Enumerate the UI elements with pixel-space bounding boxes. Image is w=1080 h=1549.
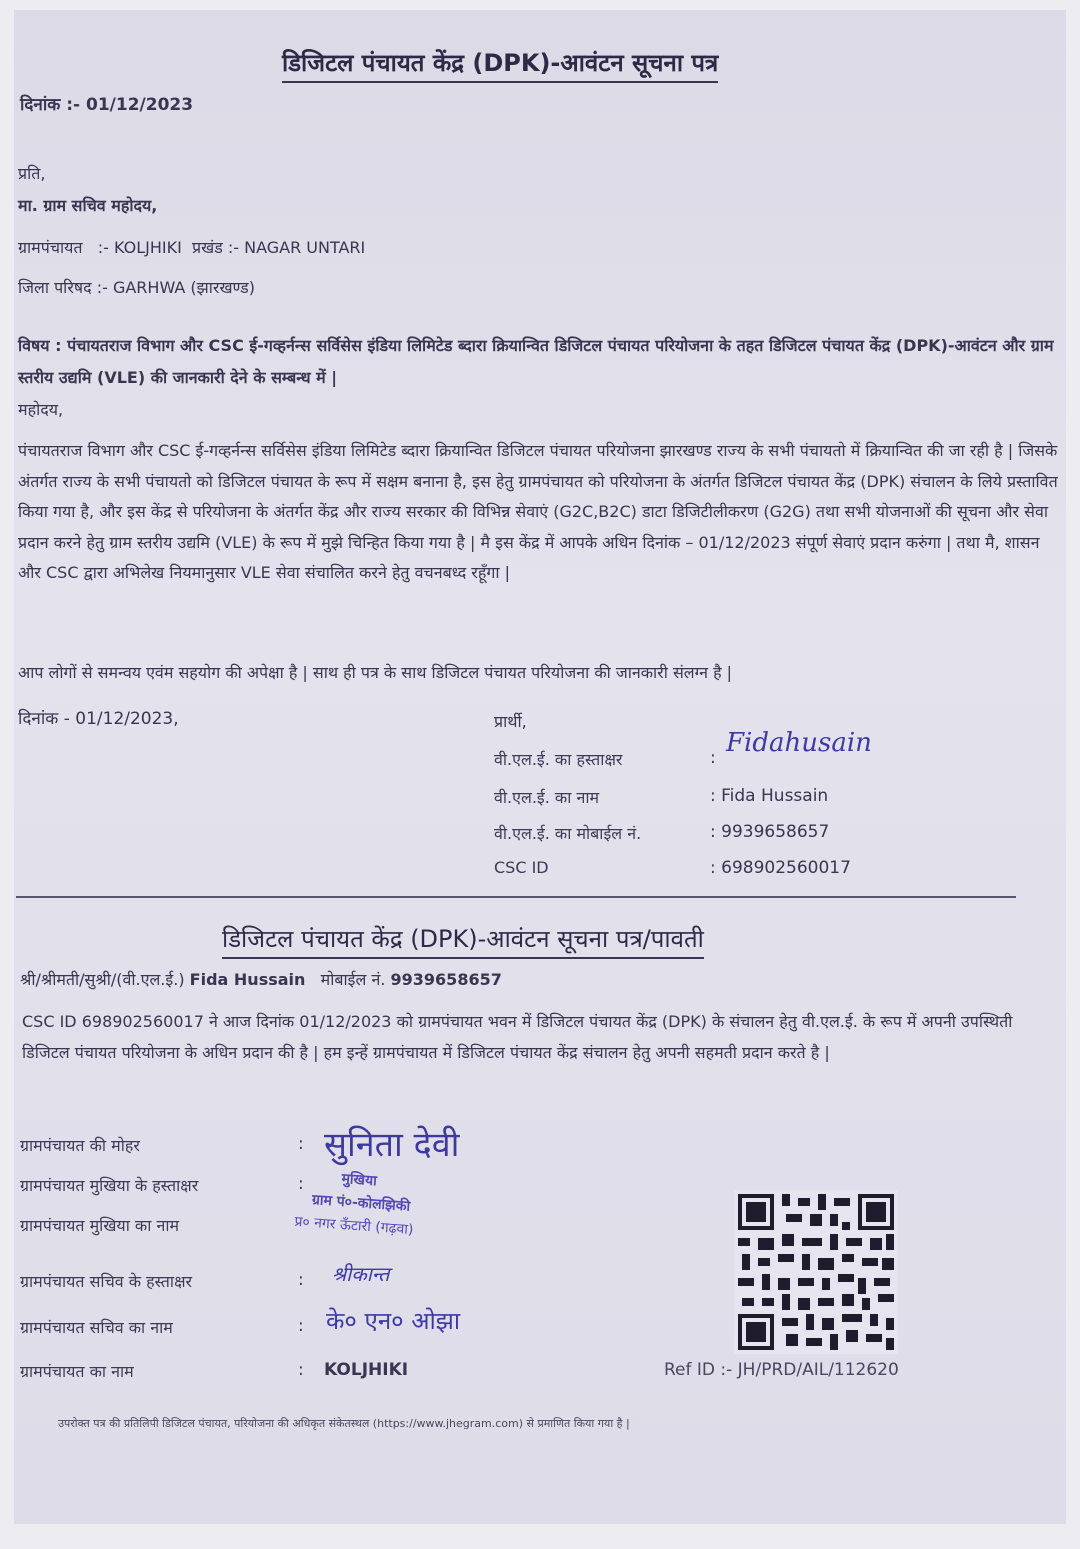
mukhiya-signature-label: ग्रामपंचायत मुखिया के हस्ताक्षर (20, 1176, 199, 1195)
csc-id-value: : 698902560017 (710, 858, 851, 878)
panchayat-name-value: KOLJHIKI (324, 1360, 409, 1380)
receipt-vle-prefix: श्री/श्रीमती/सुश्री/(वी.एल.ई.) (20, 970, 185, 989)
ref-id: Ref ID :- JH/PRD/AIL/112620 (664, 1360, 899, 1380)
sign-date: दिनांक - 01/12/2023, (18, 709, 179, 729)
receipt-mobile: 9939658657 (390, 970, 502, 989)
mukhiya-signature-colon: : (298, 1174, 304, 1194)
secretary-signature: श्रीकान्त (332, 1262, 390, 1286)
receipt-vle-name: Fida Hussain (189, 970, 306, 989)
letter-title: डिजिटल पंचायत केंद्र (DPK)-आवंटन सूचना पत्र (282, 46, 718, 83)
vle-name-value: : Fida Hussain (710, 786, 829, 806)
receipt-title: डिजिटल पंचायत केंद्र (DPK)-आवंटन सूचना पत्र/पावती (222, 922, 704, 959)
stamp-line-1: मुखिया (341, 1170, 378, 1190)
letter-date: दिनांक :- 01/12/2023 (20, 95, 194, 115)
panchayat-name-colon: : (298, 1360, 304, 1380)
handwritten-name: सुनिता देवी (324, 1125, 460, 1165)
mukhiya-name-label: ग्रामपंचायत मुखिया का नाम (20, 1216, 180, 1235)
footer-note: उपरोक्त पत्र की प्रतिलिपी डिजिटल पंचायत, परियोजना की अधिकृत संकेतस्थल (https://www.jhegram.com) से प्रमाणित किया गया है | (58, 1417, 630, 1430)
panchayat-name-label: ग्रामपंचायत का नाम (20, 1362, 134, 1381)
salutation: महोदय, (18, 400, 64, 419)
body-paragraph: पंचायतराज विभाग और CSC ई-गव्हर्नन्स सर्विसेस इंडिया लिमिटेड ब्दारा क्रियान्वित डिजिटल पंचायत परियोजना झारखण्ड राज्य के सभी पंचायतो में क्रियान्वित की जा रही है | जिसके अंतर्गत राज्य के सभी पंचायतो को डिजिटल पंचायत के रूप में सक्षम बनाना है, इस हेतु ग्रामपंचायत को परियोजना के अंतर्गत डिजिटल पंचायत केंद्र (DPK) संचालन के लिये प्रस्तावित किया गया है, और इस केंद्र से परियोजना के अंतर्गत केंद्र और राज्य सरकार की विभिन्न सेवाएं (G2C,B2C) डाटा डिजिटीलीकरण (G2G) तथा सभी योजनाओं की सूचना और सेवा प्रदान करने हेतु ग्राम स्तरीय उद्यमि (VLE) के रूप में मुझे चिन्हित किया गया है | मै इस केंद्र में आपके अधिन दिनांक – 01/12/2023 संपूर्ण सेवाएं प्रदान करुंगा | तथा मै, शासन और CSC द्वारा अभिलेख नियमानुसार VLE सेवा संचालित करने हेतु वचनबध्द रहूँगा | (18, 441, 1058, 582)
mukhiya-stamp (294, 1166, 417, 1239)
seal-colon: : (298, 1134, 304, 1154)
stamp-line-2: ग्राम पं०-कोलझिकी (311, 1191, 411, 1215)
section-divider (16, 896, 1016, 898)
vle-name-label: वी.एल.ई. का नाम (494, 788, 600, 807)
receipt-vle-line (20, 968, 502, 990)
stamp-line-3: प्र० नगर ऊँटारी (गढ़वा) (293, 1213, 414, 1239)
secretary-name-label: ग्रामपंचायत सचिव का नाम (20, 1318, 173, 1337)
vle-mobile-label: वी.एल.ई. का मोबाईल नं. (494, 824, 642, 843)
csc-id-label: CSC ID (494, 858, 549, 877)
secretary-signature-colon: : (298, 1270, 304, 1290)
letter-page (14, 10, 1066, 1524)
secretary-name-colon: : (298, 1316, 304, 1336)
secretary-signature-label: ग्रामपंचायत सचिव के हस्ताक्षर (20, 1272, 193, 1291)
vle-mobile-value: : 9939658657 (710, 822, 830, 842)
subject-text: विषय : पंचायतराज विभाग और CSC ई-गव्हर्नन्स सर्विसेस इंडिया लिमिटेड ब्दारा क्रियान्वित डिजिटल पंचायत परियोजना के तहत डिजिटल पंचायत केंद्र (DPK)-आवंटन और ग्राम स्तरीय उद्यमि (VLE) की जानकारी देने के सम्बन्ध में | (18, 336, 1054, 387)
recipient: मा. ग्राम सचिव महोदय, (18, 196, 158, 215)
qr-code (734, 1190, 898, 1354)
receipt-mobile-label: मोबाईल नं. (320, 970, 386, 989)
panchayat-line: ग्रामपंचायत :- KOLJHIKI प्रखंड :- NAGAR UNTARI (18, 238, 366, 257)
cooperation-text: आप लोगों से समन्वय एवंम सहयोग की अपेक्षा है | साथ ही पत्र के साथ डिजिटल पंचायत परियोजना की जानकारी संलग्न है | (18, 663, 733, 682)
seal-label: ग्रामपंचायत की मोहर (20, 1136, 140, 1155)
prati-label: प्रति, (18, 164, 46, 183)
vle-signature: Fidahusain (726, 728, 872, 758)
district-line: जिला परिषद :- GARHWA (झारखण्ड) (18, 278, 255, 297)
prarthi-label: प्रार्थी, (494, 712, 527, 731)
vle-signature-label: वी.एल.ई. का हस्ताक्षर (494, 750, 623, 769)
vle-signature-colon: : (710, 748, 716, 768)
receipt-body: CSC ID 698902560017 ने आज दिनांक 01/12/2023 को ग्रामपंचायत भवन में डिजिटल पंचायत केंद्र (DPK) के संचालन हेतु वी.एल.ई. के रूप में अपनी उपस्थिती डिजिटल पंचायत परियोजना के अधिन प्रदान की है | हम इन्हें ग्रामपंचायत में डिजिटल पंचायत केंद्र संचालन हेतु अपनी सहमती प्रदान करते है | (22, 1012, 1013, 1062)
secretary-name: के० एन० ओझा (326, 1307, 461, 1335)
